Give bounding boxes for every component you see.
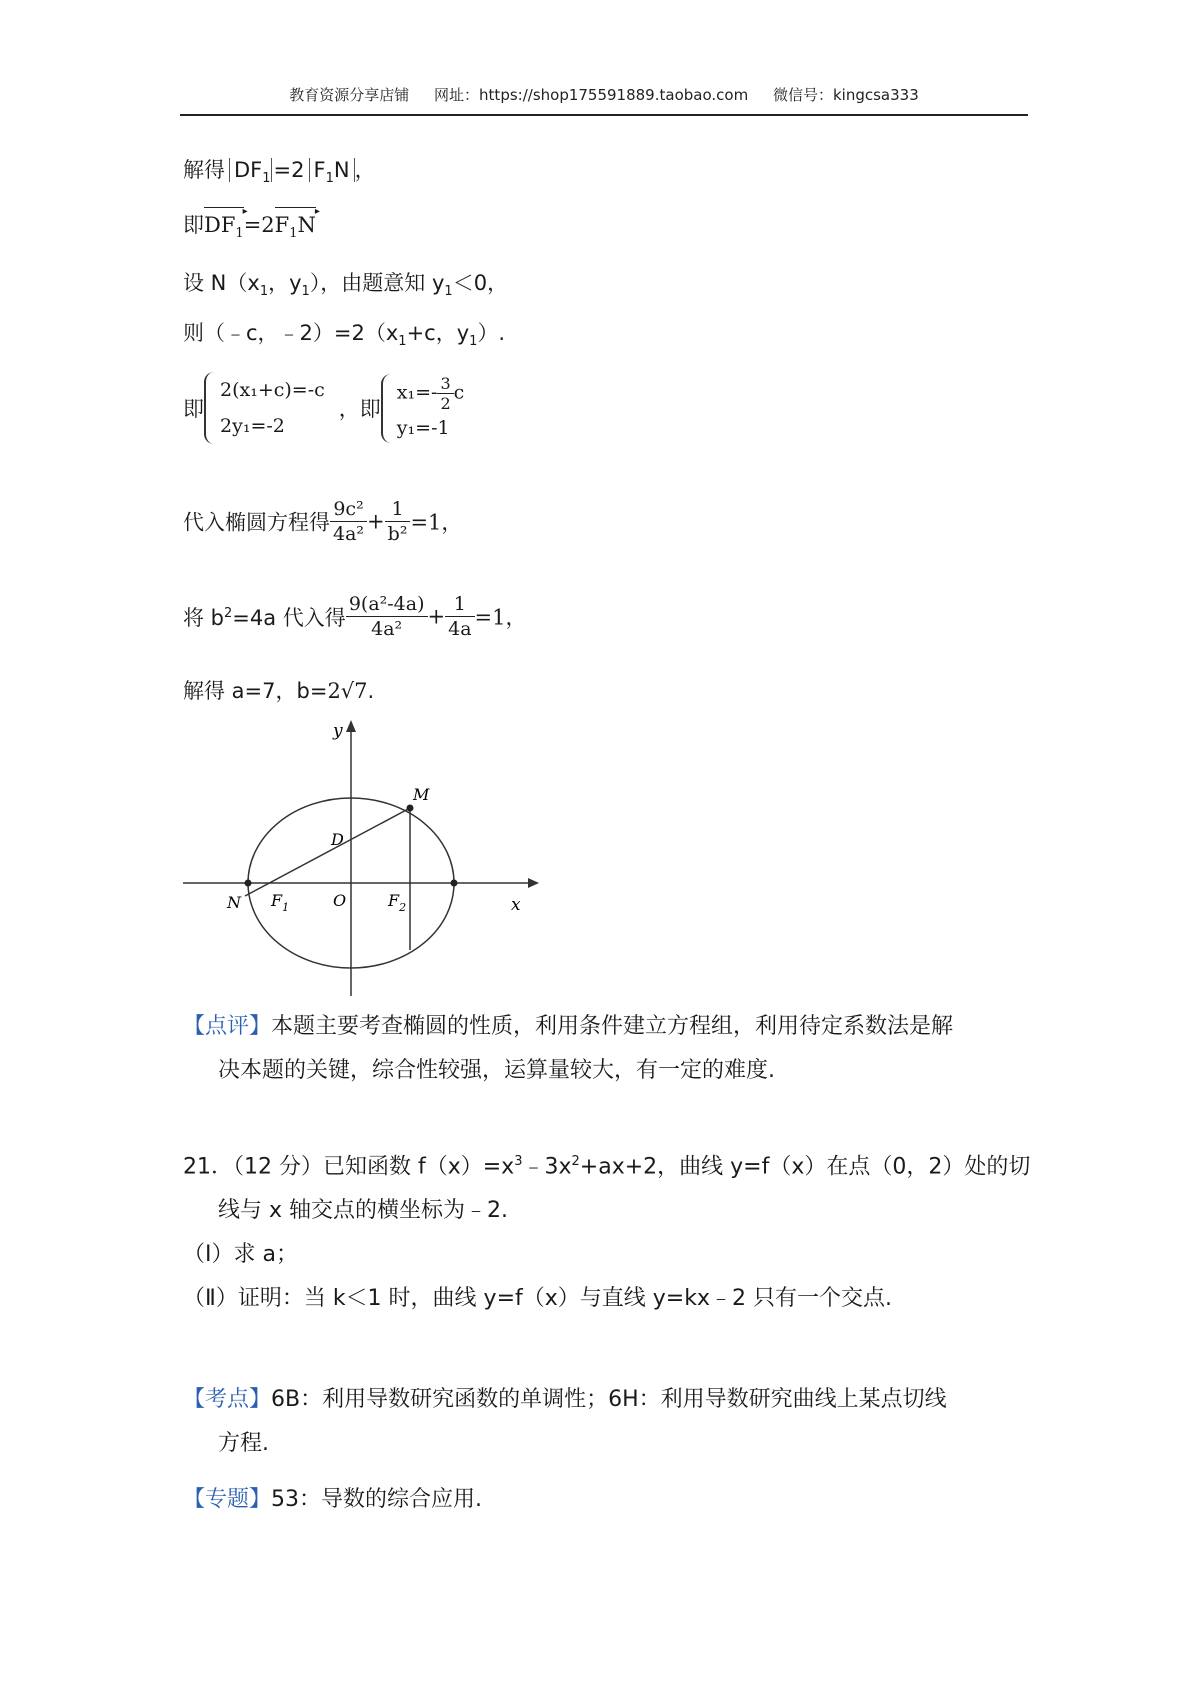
- subscript: 1: [301, 284, 310, 300]
- text: +: [367, 509, 385, 534]
- abs-df1: [229, 158, 271, 187]
- kaodian-line-2: 方程.: [218, 1431, 269, 1456]
- text: ，: [354, 158, 376, 182]
- text: DF: [234, 158, 263, 182]
- label-f1: [270, 891, 289, 914]
- text: 即: [183, 213, 204, 237]
- text: c: [453, 381, 465, 403]
- denominator: b²: [387, 523, 408, 545]
- equation-system-1: [204, 372, 325, 444]
- subscript: 1: [398, 334, 407, 350]
- line-substitute-ellipse: [183, 497, 462, 546]
- subscript: 1: [235, 226, 244, 242]
- abs-f1n: [309, 158, 355, 187]
- fraction: [330, 497, 367, 546]
- text: 解得: [183, 158, 225, 182]
- comment-text: 本题主要考查椭圆的性质，利用条件建立方程组，利用待定系数法是解: [271, 1014, 954, 1039]
- comment-line-2: 决本题的关键，综合性较强，运算量较大，有一定的难度.: [218, 1058, 775, 1083]
- kaodian-tag: 【考点】: [183, 1387, 272, 1412]
- label-f2-main: F: [388, 891, 400, 910]
- system-row: 2y₁=-2: [220, 415, 285, 437]
- label-f1-sub: 1: [282, 901, 290, 914]
- text: ，y: [268, 271, 302, 295]
- text: ）.: [477, 321, 506, 345]
- kaodian-line-1: [183, 1378, 1033, 1422]
- superscript: 2: [224, 605, 233, 621]
- label-y: y: [333, 721, 343, 741]
- line-solve-df1: [183, 155, 376, 194]
- numerator: 9c²: [330, 497, 367, 522]
- text: N: [297, 213, 316, 237]
- superscript: 3: [514, 1154, 523, 1169]
- label-m: M: [413, 785, 430, 804]
- text: DF: [204, 213, 236, 237]
- text: =2: [243, 213, 275, 237]
- line-result: [183, 676, 374, 706]
- text: 将 b: [183, 605, 225, 630]
- ellipse-figure: [183, 718, 543, 1002]
- line-substitute-b: [183, 592, 527, 641]
- text-group: [183, 606, 346, 630]
- header-wechat: 微信号：kingcsa333: [772, 86, 919, 104]
- point-m: [407, 805, 414, 812]
- subscript: 1: [444, 284, 453, 300]
- denominator: 4a²: [333, 523, 365, 545]
- header-shop: 教育资源分享店铺: [289, 86, 410, 104]
- vector-df1: [204, 210, 244, 249]
- comment-paragraph: [183, 1005, 1033, 1093]
- zhuanti-tag: 【专题】: [183, 1487, 272, 1512]
- kaodian-text: 6B：利用导数研究函数的单调性；6H：利用导数研究曲线上某点切线: [271, 1387, 947, 1412]
- text: x₁=-: [396, 381, 438, 403]
- subscript: 1: [259, 284, 269, 300]
- point-left-vertex: [245, 880, 252, 887]
- text: +: [427, 604, 446, 629]
- fraction: [445, 592, 474, 641]
- question-21: [183, 1140, 1033, 1321]
- label-f1-main: F: [271, 891, 283, 910]
- text: F: [274, 213, 290, 237]
- line-systems: [183, 372, 464, 444]
- text: ＜0，: [452, 271, 509, 295]
- ellipse-diagram: [183, 718, 543, 998]
- superscript: 2: [571, 1154, 580, 1169]
- fraction: [437, 374, 453, 413]
- page-header: [180, 80, 1028, 116]
- text: ），由题意知 y: [309, 271, 445, 295]
- text: =2: [271, 158, 305, 182]
- text: +ax+2，曲线 y=f（x）在点（0，2）处的切: [579, 1154, 1031, 1180]
- denominator: 4a: [448, 618, 472, 640]
- text: 则（﹣c，﹣2）=2（x: [183, 321, 399, 345]
- zhuanti-paragraph: [183, 1478, 1033, 1522]
- label-x: x: [511, 895, 521, 915]
- brace-icon: [204, 372, 218, 444]
- q21-part-2: （Ⅱ）证明：当 k＜1 时，曲线 y=f（x）与直线 y=kx﹣2 只有一个交点.: [183, 1286, 892, 1312]
- text: =1，: [410, 510, 463, 535]
- q21-part-1: （Ⅰ）求 a；: [183, 1242, 298, 1268]
- label-d: D: [331, 830, 344, 849]
- text: 代入椭圆方程得: [183, 510, 330, 535]
- numerator: 9(a²-4a): [346, 592, 428, 617]
- label-o: O: [333, 891, 347, 910]
- text: ，即: [338, 397, 381, 421]
- subscript: 1: [289, 226, 298, 242]
- zhuanti-line: [183, 1478, 1033, 1522]
- text: ﹣3x: [522, 1154, 572, 1180]
- subscript: 1: [325, 171, 334, 187]
- fraction: [346, 592, 428, 641]
- comment-line-1: [183, 1005, 1033, 1049]
- label-f2: [387, 891, 406, 914]
- text: 解得 a=7，b=: [183, 679, 328, 703]
- vector-f1n: [275, 210, 316, 249]
- label-f2-sub: 2: [399, 901, 407, 914]
- comment-tag: 【点评】: [183, 1014, 272, 1039]
- line-set-n: [183, 268, 508, 307]
- brace-icon: [381, 374, 395, 443]
- zhuanti-text: 53：导数的综合应用.: [271, 1487, 483, 1512]
- text: +c，y: [406, 321, 470, 345]
- numerator: 1: [385, 497, 411, 522]
- subscript: 1: [262, 171, 271, 187]
- kaodian-paragraph: [183, 1378, 1033, 1466]
- q21-line-2: 线与 x 轴交点的横坐标为﹣2.: [218, 1198, 508, 1224]
- y-axis-arrow-icon: [346, 720, 356, 732]
- fraction: [385, 497, 411, 546]
- q21-line-1: [183, 1140, 1033, 1189]
- equation-system-2: [381, 374, 465, 443]
- x-axis-arrow-icon: [528, 878, 539, 888]
- numerator: 1: [445, 592, 474, 617]
- point-right-vertex: [451, 880, 458, 887]
- line-vector-eq: [183, 210, 316, 249]
- text: .: [367, 679, 375, 703]
- denominator: 2: [440, 393, 451, 413]
- line-then: [183, 318, 505, 357]
- text: =4a 代入得: [232, 605, 346, 630]
- subscript: 1: [469, 334, 478, 350]
- text: F: [313, 158, 326, 182]
- sqrt-expression: 2√7: [327, 679, 368, 703]
- header-site: 网址：https://shop175591889.taobao.com: [434, 86, 749, 104]
- text: 21．（12 分）已知函数 f（x）=x: [183, 1154, 515, 1180]
- system-row: [397, 374, 465, 413]
- text: N: [333, 158, 350, 182]
- label-n: N: [227, 893, 241, 912]
- numerator: 3: [437, 374, 453, 394]
- system-row: y₁=-1: [396, 416, 450, 439]
- denominator: 4a²: [371, 618, 403, 640]
- system-row: 2(x₁+c)=-c: [220, 379, 325, 401]
- text: 即: [183, 397, 204, 421]
- text: 设 N（x: [183, 271, 260, 295]
- text: =1，: [474, 605, 527, 630]
